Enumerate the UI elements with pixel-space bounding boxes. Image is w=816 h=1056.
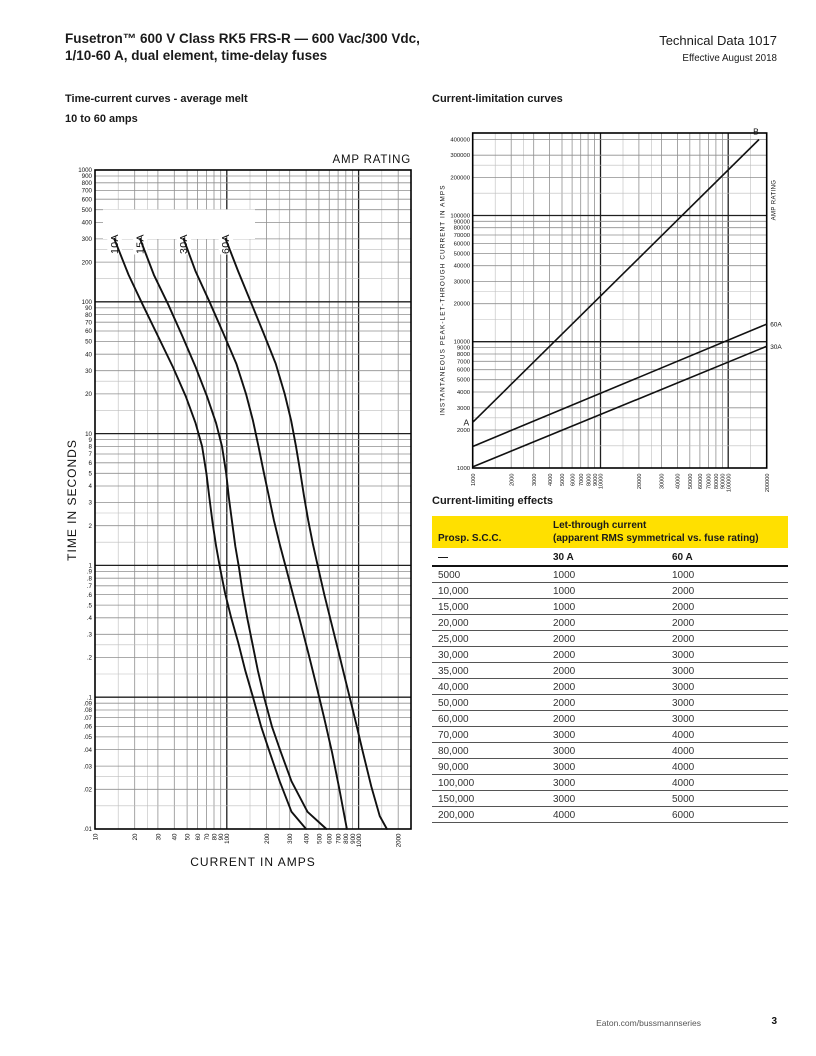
table-row: 5000 1000 1000 bbox=[432, 566, 788, 583]
svg-text:1000: 1000 bbox=[356, 833, 363, 848]
svg-text:20: 20 bbox=[85, 391, 92, 399]
svg-text:.8: .8 bbox=[86, 575, 92, 583]
svg-text:800: 800 bbox=[343, 833, 351, 844]
current-limiting-table bbox=[432, 516, 788, 823]
svg-text:90000: 90000 bbox=[720, 473, 727, 490]
svg-text:5000: 5000 bbox=[560, 473, 567, 486]
table-row: 100,000 3000 4000 bbox=[432, 775, 788, 791]
table-heading: Current-limiting effects bbox=[432, 495, 554, 507]
svg-text:50000: 50000 bbox=[688, 473, 694, 490]
svg-text:300: 300 bbox=[81, 236, 92, 244]
table-row: 90,000 3000 4000 bbox=[432, 759, 788, 775]
svg-text:INSTANTANEOUS PEAK-LET-THROUGH: INSTANTANEOUS PEAK-LET-THROUGH CURRENT IN AMPS bbox=[439, 184, 447, 416]
svg-text:100000: 100000 bbox=[726, 473, 733, 493]
svg-text:5000: 5000 bbox=[456, 377, 470, 384]
svg-text:.2: .2 bbox=[86, 654, 92, 662]
subheader-dash: — bbox=[432, 548, 547, 566]
svg-text:4: 4 bbox=[88, 483, 92, 491]
table-row: 25,000 2000 2000 bbox=[432, 631, 788, 647]
table-row: 80,000 3000 4000 bbox=[432, 743, 788, 759]
svg-text:70000: 70000 bbox=[453, 233, 470, 239]
svg-text:2000: 2000 bbox=[456, 428, 470, 434]
svg-text:AMP RATING: AMP RATING bbox=[771, 179, 778, 221]
svg-text:10000: 10000 bbox=[598, 473, 605, 490]
svg-text:600: 600 bbox=[81, 196, 92, 204]
svg-text:800: 800 bbox=[81, 180, 92, 187]
svg-text:1000: 1000 bbox=[78, 167, 92, 175]
svg-text:.06: .06 bbox=[83, 723, 92, 731]
current-limiting-section bbox=[432, 495, 788, 823]
svg-text:40000: 40000 bbox=[675, 473, 682, 490]
svg-text:30A: 30A bbox=[770, 343, 782, 351]
svg-text:1: 1 bbox=[88, 562, 92, 570]
svg-text:TIME IN SECONDS: TIME IN SECONDS bbox=[65, 439, 79, 561]
amp-rating-legend bbox=[103, 210, 255, 255]
svg-text:8000: 8000 bbox=[456, 352, 470, 358]
time-current-chart bbox=[55, 140, 420, 885]
svg-text:CURRENT IN AMPS: CURRENT IN AMPS bbox=[190, 855, 316, 869]
svg-text:70: 70 bbox=[203, 833, 211, 841]
svg-text:30000: 30000 bbox=[453, 279, 470, 286]
curve-15A bbox=[140, 239, 326, 829]
svg-text:40: 40 bbox=[85, 351, 92, 359]
svg-text:.05: .05 bbox=[83, 734, 92, 742]
table-row: 200,000 4000 6000 bbox=[432, 807, 788, 823]
svg-text:50: 50 bbox=[85, 338, 92, 346]
page-number: 3 bbox=[771, 1016, 777, 1027]
svg-text:80000: 80000 bbox=[714, 473, 721, 490]
table-row: 150,000 3000 5000 bbox=[432, 791, 788, 807]
doc-meta bbox=[659, 33, 777, 64]
table-row: 35,000 2000 3000 bbox=[432, 663, 788, 679]
doc-effective-date: Effective August 2018 bbox=[682, 53, 777, 64]
doc-title bbox=[65, 30, 420, 64]
svg-text:.6: .6 bbox=[86, 591, 92, 599]
svg-text:700: 700 bbox=[335, 833, 343, 844]
cl-heading: Current-limitation curves bbox=[432, 93, 563, 105]
svg-text:5: 5 bbox=[88, 470, 92, 478]
svg-text:400: 400 bbox=[81, 219, 92, 227]
doc-title-line1: Fusetron™ 600 V Class RK5 FRS-R — 600 Vac/300 Vdc, bbox=[65, 31, 420, 46]
svg-text:90: 90 bbox=[218, 833, 226, 841]
svg-text:300000: 300000 bbox=[450, 153, 470, 160]
svg-text:60: 60 bbox=[85, 328, 92, 336]
svg-text:7: 7 bbox=[88, 451, 92, 459]
svg-text:4000: 4000 bbox=[456, 390, 470, 396]
svg-text:10: 10 bbox=[85, 430, 92, 438]
svg-text:400000: 400000 bbox=[450, 137, 470, 144]
svg-text:AMP RATING: AMP RATING bbox=[332, 154, 411, 166]
svg-text:.08: .08 bbox=[83, 707, 92, 715]
svg-text:30A: 30A bbox=[178, 234, 191, 254]
svg-text:200: 200 bbox=[81, 259, 92, 267]
svg-text:200: 200 bbox=[263, 833, 271, 844]
table-row: 20,000 2000 2000 bbox=[432, 615, 788, 631]
svg-text:.09: .09 bbox=[83, 700, 92, 708]
grid bbox=[95, 170, 411, 829]
svg-text:70000: 70000 bbox=[706, 473, 713, 490]
svg-text:9000: 9000 bbox=[456, 345, 470, 352]
svg-text:900: 900 bbox=[81, 173, 92, 181]
svg-text:20: 20 bbox=[132, 833, 140, 841]
table-row: 30,000 2000 3000 bbox=[432, 647, 788, 663]
svg-text:60A: 60A bbox=[220, 234, 233, 254]
svg-text:7000: 7000 bbox=[456, 359, 470, 366]
svg-text:6000: 6000 bbox=[456, 367, 470, 374]
svg-text:80: 80 bbox=[85, 311, 92, 319]
table-row: 40,000 2000 3000 bbox=[432, 679, 788, 695]
subheader-30a: 30 A bbox=[547, 548, 666, 566]
svg-text:.1: .1 bbox=[86, 694, 92, 702]
table-row: 15,000 1000 2000 bbox=[432, 599, 788, 615]
svg-text:10000: 10000 bbox=[453, 339, 470, 346]
svg-text:7000: 7000 bbox=[578, 473, 585, 486]
svg-text:30: 30 bbox=[85, 367, 92, 375]
doc-title-line2: 1/10-60 A, dual element, time-delay fuses bbox=[65, 48, 328, 63]
svg-text:40: 40 bbox=[171, 833, 179, 841]
svg-text:.3: .3 bbox=[86, 631, 92, 639]
svg-text:400: 400 bbox=[303, 833, 311, 844]
svg-text:.01: .01 bbox=[83, 826, 92, 834]
svg-text:10A: 10A bbox=[108, 234, 121, 254]
svg-text:3000: 3000 bbox=[531, 473, 538, 486]
svg-text:100000: 100000 bbox=[450, 213, 470, 220]
svg-text:900: 900 bbox=[349, 833, 357, 844]
svg-text:60: 60 bbox=[194, 833, 202, 841]
svg-text:10: 10 bbox=[92, 833, 100, 841]
svg-text:3: 3 bbox=[88, 499, 92, 507]
svg-text:50: 50 bbox=[184, 833, 192, 841]
svg-text:.4: .4 bbox=[86, 615, 92, 622]
svg-text:30000: 30000 bbox=[659, 473, 666, 490]
svg-text:6: 6 bbox=[88, 460, 92, 467]
svg-text:.03: .03 bbox=[83, 763, 92, 771]
svg-text:9: 9 bbox=[88, 436, 92, 444]
svg-text:3000: 3000 bbox=[456, 405, 470, 412]
svg-text:500: 500 bbox=[81, 206, 92, 214]
svg-text:80: 80 bbox=[211, 833, 219, 841]
svg-text:.07: .07 bbox=[83, 714, 92, 722]
col-header-prosp-scc: Prosp. S.C.C. bbox=[432, 516, 547, 548]
svg-text:50000: 50000 bbox=[453, 251, 470, 258]
svg-text:A: A bbox=[463, 417, 470, 428]
svg-text:20000: 20000 bbox=[637, 473, 644, 490]
svg-text:700: 700 bbox=[81, 187, 92, 195]
svg-text:90: 90 bbox=[85, 305, 92, 312]
grid bbox=[473, 133, 767, 468]
svg-text:.04: .04 bbox=[83, 746, 92, 754]
svg-text:60000: 60000 bbox=[698, 473, 705, 490]
current-limitation-chart bbox=[425, 118, 803, 510]
svg-text:6000: 6000 bbox=[570, 473, 577, 486]
svg-text:20000: 20000 bbox=[453, 301, 470, 308]
svg-text:.5: .5 bbox=[86, 602, 92, 610]
svg-text:60000: 60000 bbox=[453, 241, 470, 248]
svg-text:600: 600 bbox=[326, 833, 334, 844]
svg-text:1000: 1000 bbox=[456, 466, 470, 472]
svg-text:2000: 2000 bbox=[509, 473, 516, 486]
table-body bbox=[432, 566, 788, 823]
svg-text:2: 2 bbox=[88, 522, 92, 530]
svg-text:60A: 60A bbox=[770, 321, 782, 329]
svg-text:200000: 200000 bbox=[450, 175, 470, 182]
table-row: 10,000 1000 2000 bbox=[432, 583, 788, 599]
svg-text:.9: .9 bbox=[86, 568, 92, 576]
tcc-subheading: 10 to 60 amps bbox=[65, 113, 138, 125]
svg-text:B: B bbox=[753, 126, 759, 137]
table-row: 50,000 2000 3000 bbox=[432, 695, 788, 711]
svg-text:70: 70 bbox=[85, 319, 92, 327]
col-header-let-through: Let-through current (apparent RMS symmetrical vs. fuse rating) bbox=[547, 516, 788, 548]
svg-text:30: 30 bbox=[155, 833, 163, 841]
tcc-heading: Time-current curves - average melt bbox=[65, 93, 248, 105]
subheader-60a: 60 A bbox=[666, 548, 788, 566]
svg-text:2000: 2000 bbox=[395, 833, 403, 848]
svg-text:9000: 9000 bbox=[592, 473, 599, 486]
svg-text:100: 100 bbox=[224, 833, 232, 844]
svg-text:4000: 4000 bbox=[547, 473, 554, 486]
doc-ref: Technical Data 1017 bbox=[659, 33, 777, 48]
cl-axis-labels bbox=[450, 138, 771, 493]
svg-text:90000: 90000 bbox=[453, 219, 470, 226]
table-header-row bbox=[432, 516, 788, 548]
table-row: 60,000 2000 3000 bbox=[432, 711, 788, 727]
table-row: 70,000 3000 4000 bbox=[432, 727, 788, 743]
svg-text:40000: 40000 bbox=[453, 263, 470, 270]
svg-text:8000: 8000 bbox=[586, 473, 593, 486]
svg-text:1000: 1000 bbox=[470, 473, 477, 486]
svg-text:8: 8 bbox=[88, 443, 92, 451]
table-subheader-row bbox=[432, 548, 788, 566]
svg-text:500: 500 bbox=[316, 833, 324, 844]
svg-text:100: 100 bbox=[81, 299, 92, 306]
footer-url: Eaton.com/bussmannseries bbox=[596, 1018, 701, 1028]
svg-text:200000: 200000 bbox=[764, 473, 771, 493]
svg-text:15A: 15A bbox=[134, 234, 147, 254]
svg-text:.02: .02 bbox=[83, 786, 92, 794]
svg-text:300: 300 bbox=[287, 833, 295, 844]
svg-text:80000: 80000 bbox=[453, 225, 470, 232]
svg-text:.7: .7 bbox=[86, 583, 92, 590]
